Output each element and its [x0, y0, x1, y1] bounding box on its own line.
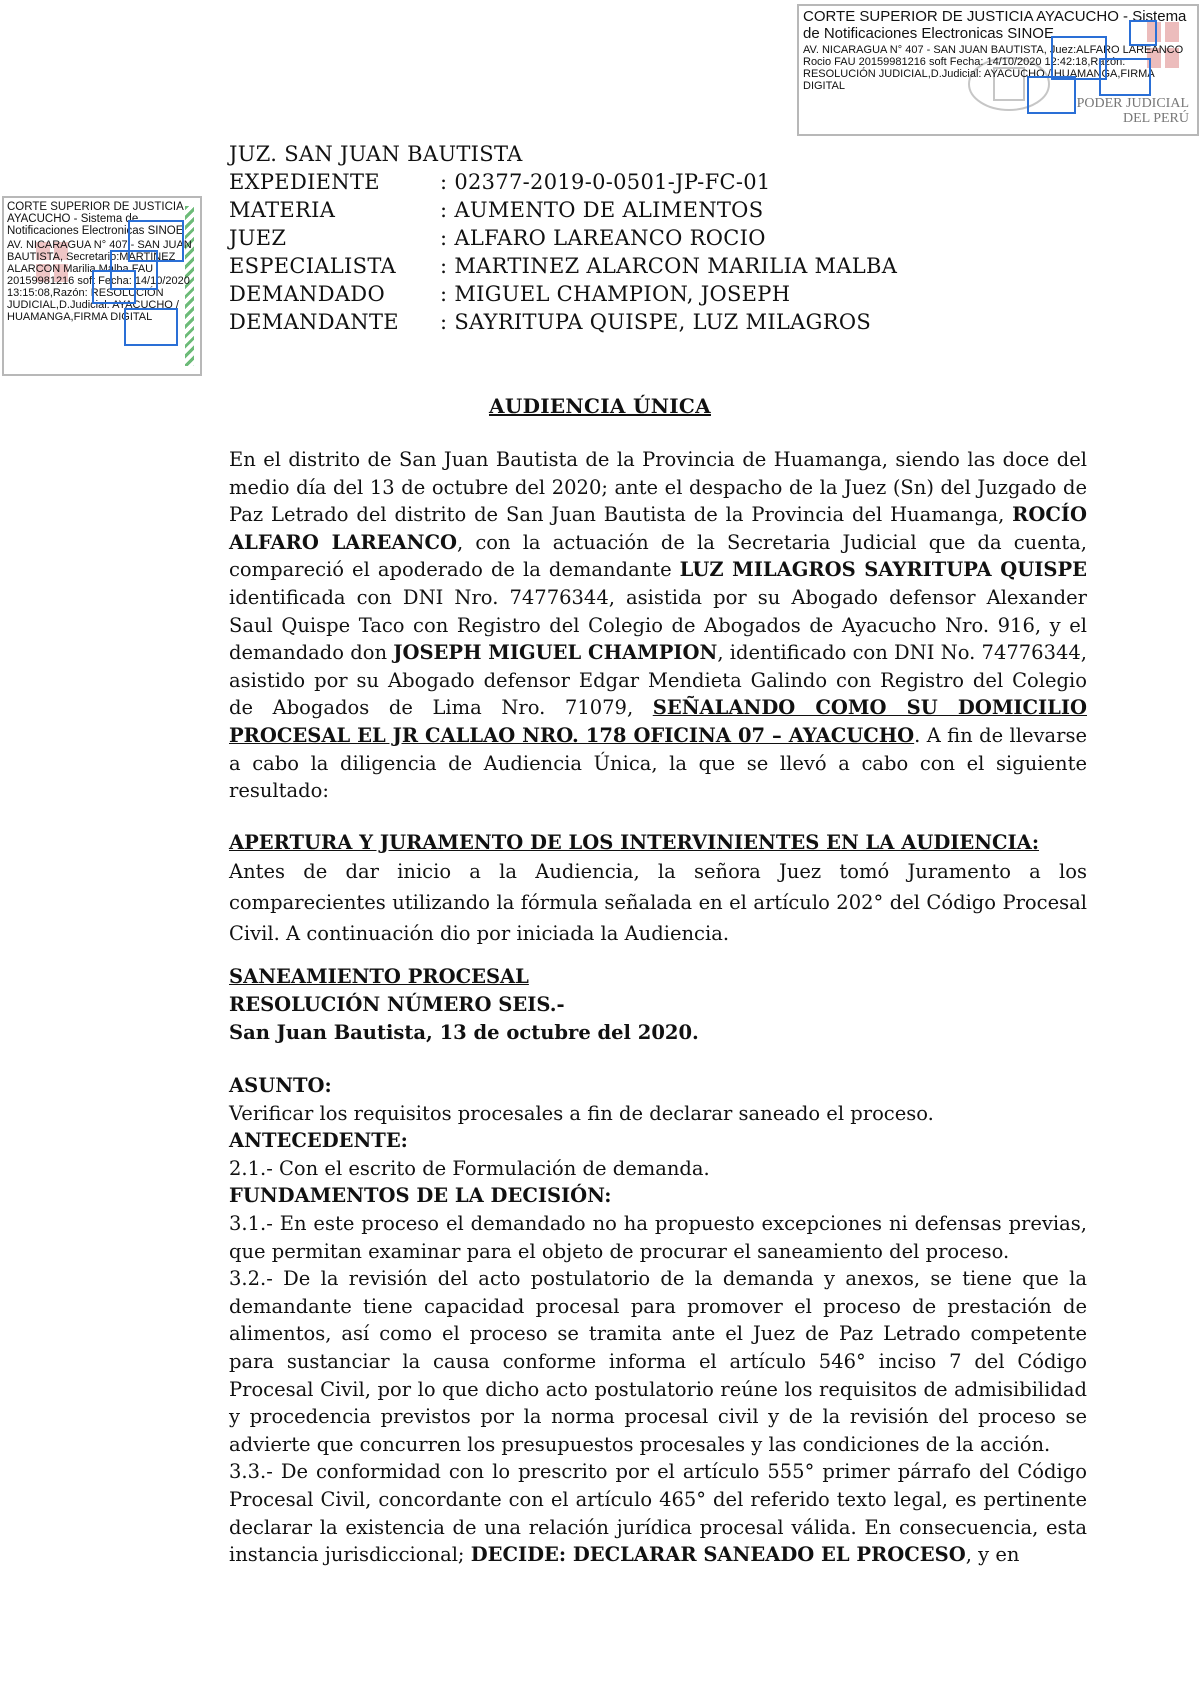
signature-marker	[1099, 58, 1151, 96]
header-label: ESPECIALISTA	[229, 254, 396, 278]
header-row-especialista	[229, 252, 897, 280]
header-row-demandante	[229, 308, 897, 336]
defendant-name: JOSEPH MIGUEL CHAMPION	[393, 641, 718, 665]
fundamento-3-1: 3.1.- En este proceso el demandado no ha propuesto excepciones ni defensas previas, que permitan examinar para el objeto de procurar el saneamiento del proceso.	[229, 1212, 1087, 1263]
procedural-domicile: SEÑALANDO COMO SU DOMICILIO PROCESAL EL JR CALLAO NRO. 178 OFICINA 07 – AYACUCHO	[229, 696, 1087, 747]
header-value: : MARTINEZ ALARCON MARILIA MALBA	[440, 254, 898, 278]
header-label: EXPEDIENTE	[229, 170, 380, 194]
case-header	[229, 168, 897, 336]
poder-judicial-logo: PODER JUDICIAL DEL PERÚ	[1076, 96, 1189, 126]
header-value: : SAYRITUPA QUISPE, LUZ MILAGROS	[440, 310, 872, 334]
asunto-heading: ASUNTO:	[229, 1074, 332, 1098]
saneamiento-heading: SANEAMIENTO PROCESAL	[229, 965, 529, 989]
header-row-materia	[229, 196, 897, 224]
stamp-details: AV. NICARAGUA N° 407 - SAN JUAN BAUTISTA, Secretario:MARTINEZ ALARCON Marilia Malba FAU 20159981216 soft Fecha: 14/10/2020 13:15:08,Razón: RESOLUCIÓN JUDICIAL,D.Judicial: AYACUCHO / HUAMANGA,FIRMA DIGITAL	[7, 239, 192, 323]
apertura-heading: APERTURA Y JURAMENTO DE LOS INTERVINIENTES EN LA AUDIENCIA:	[229, 830, 1040, 854]
header-label: DEMANDANTE	[229, 310, 399, 334]
signature-marker	[92, 270, 136, 304]
header-row-juez	[229, 224, 897, 252]
header-value: : MIGUEL CHAMPION, JOSEPH	[440, 282, 791, 306]
fundamentos-heading: FUNDAMENTOS DE LA DECISIÓN:	[229, 1184, 612, 1208]
header-label: JUEZ	[229, 226, 287, 250]
header-value: : ALFARO LAREANCO ROCIO	[440, 226, 766, 250]
header-value: : 02377-2019-0-0501-JP-FC-01	[440, 170, 771, 194]
judge-name: ROCÍO ALFARO LAREANCO	[229, 503, 1087, 554]
document-body	[229, 446, 1087, 1569]
fundamento-3-2: 3.2.- De la revisión del acto postulatorio de la demanda y anexos, se tiene que la demandante tiene capacidad procesal para promover el proceso de prestación de alimentos, así como el proceso se tramita ante el Juez de Paz Letrado competente para sustanciar la causa conforme informa el artículo 546° inciso 7 del Código Procesal Civil, por lo que dicho acto postulatorio reúne los requisitos de admisibilidad y procedencia previstos por la norma procesal civil y de la revisión del proceso se advierte que concurren los presupuestos procesales y las condiciones de la acción.	[229, 1267, 1087, 1456]
antecedente-text: 2.1.- Con el escrito de Formulación de demanda.	[229, 1156, 710, 1180]
fundamento-3-3: 3.3.- De conformidad con lo prescrito por el artículo 555° primer párrafo del Código Procesal Civil, concordante con el artículo 465° del referido texto legal, es pertinente declarar la existencia de una relación jurídica procesal válida. En consecuencia, esta instancia jurisdiccional; DECIDE: DECLARAR SANEADO EL PROCESO, y en	[229, 1460, 1087, 1567]
resolution-date: San Juan Bautista, 13 de octubre del 2020.	[229, 1020, 699, 1044]
signature-marker	[1027, 76, 1076, 114]
header-row-expediente	[229, 168, 897, 196]
signature-marker	[1129, 20, 1157, 46]
header-label: MATERIA	[229, 198, 336, 222]
document-title: AUDIENCIA ÚNICA	[489, 394, 711, 418]
header-value: : AUMENTO DE ALIMENTOS	[440, 198, 764, 222]
stamp-organization: CORTE SUPERIOR DE JUSTICIA AYACUCHO - Sistema de Notificaciones Electronicas SINOE	[7, 201, 184, 237]
stamp-details: AV. NICARAGUA N° 407 - SAN JUAN BAUTISTA, Juez:ALFARO LAREANCO Rocio FAU 20159981216 soft Fecha: 14/10/2020 12:42:18,Razón: RESOLUCIÓN JUDICIAL,D.Judicial: AYACUCHO / HUAMANGA,FIRMA DIGITAL	[803, 44, 1184, 92]
intro-paragraph: En el distrito de San Juan Bautista de la Provincia de Huamanga, siendo las doce del medio día del 13 de octubre del 2020; ante el despacho de la Juez (Sn) del Juzgado de Paz Letrado del distrito de San Juan Bautista de la Provincia del Huamanga, ROCÍO ALFARO LAREANCO, con la actuación de la Secretaria Judicial que da cuenta, compareció el apoderado de la demandante LUZ MILAGROS SAYRITUPA QUISPE identificada con DNI Nro. 74776344, asistida por su Abogado defensor Alexander Saul Quispe Taco con Registro del Colegio de Abogados de Ayacucho Nro. 916, y el demandado don JOSEPH MIGUEL CHAMPION, identificado con DNI No. 74776344, asistido por su Abogado defensor Edgar Mendieta Galindo con Registro del Colegio de Abogados de Lima Nro. 71079, SEÑALANDO COMO SU DOMICILIO PROCESAL EL JR CALLAO NRO. 178 OFICINA 07 – AYACUCHO. A fin de llevarse a cabo la diligencia de Audiencia Única, la que se llevó a cabo con el siguiente resultado:	[229, 448, 1088, 803]
court-name: JUZ. SAN JUAN BAUTISTA	[229, 142, 523, 166]
antecedente-heading: ANTECEDENTE:	[229, 1129, 408, 1153]
stamp-organization: CORTE SUPERIOR DE JUSTICIA AYACUCHO - Sistema de Notificaciones Electronicas SINOE	[803, 8, 1187, 42]
plaintiff-name: LUZ MILAGROS SAYRITUPA QUISPE	[679, 558, 1088, 582]
decision-text: DECIDE: DECLARAR SANEADO EL PROCESO	[470, 1543, 966, 1567]
digital-signature-stamp-judge	[797, 4, 1199, 136]
resolution-number: RESOLUCIÓN NÚMERO SEIS.-	[229, 992, 565, 1016]
asunto-text: Verificar los requisitos procesales a fin de declarar saneado el proceso.	[229, 1101, 934, 1125]
apertura-text: Antes de dar inicio a la Audiencia, la señora Juez tomó Juramento a los comparecientes utilizando la fórmula señalada en el artículo 202° del Código Procesal Civil. A continuación dio por iniciada la Audiencia.	[229, 860, 1087, 946]
header-label: DEMANDADO	[229, 282, 385, 306]
header-row-demandado	[229, 280, 897, 308]
digital-signature-stamp-secretary	[2, 196, 202, 376]
signature-marker	[124, 308, 178, 346]
